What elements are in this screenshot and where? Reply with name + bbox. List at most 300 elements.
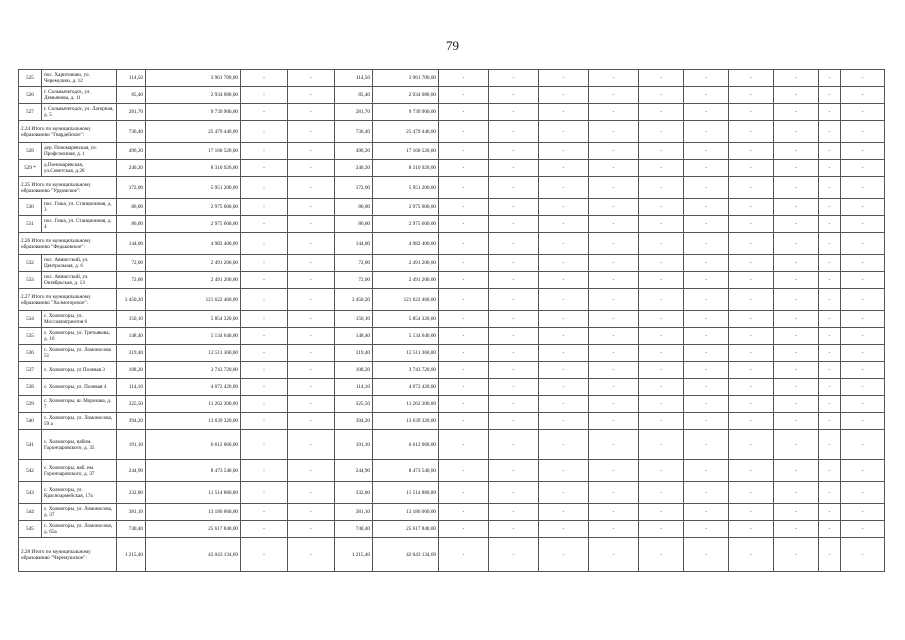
dash-cell: - <box>841 70 885 87</box>
dash-cell: - <box>539 396 589 413</box>
dash-cell: - <box>841 104 885 121</box>
dash-cell: - <box>684 177 729 199</box>
dash-cell: - <box>841 504 885 521</box>
dash-cell: - <box>589 289 639 311</box>
dash-cell: - <box>841 272 885 289</box>
cost-cell: 4 072 420,00 <box>373 379 439 396</box>
dash-cell: - <box>639 272 684 289</box>
dash-cell: - <box>589 272 639 289</box>
area-cell: 1 215,40 <box>335 538 373 572</box>
dash-cell: - <box>288 216 335 233</box>
dash-cell: - <box>684 538 729 572</box>
dash-cell: - <box>489 255 539 272</box>
dash-cell: - <box>439 121 489 143</box>
table-row <box>19 104 885 121</box>
cost-cell: 3 743 720,00 <box>146 362 241 379</box>
dash-cell: - <box>819 396 841 413</box>
area-cell: 114,10 <box>117 379 146 396</box>
row-number: 532 <box>19 255 42 272</box>
cost-cell: 8 310 920,00 <box>146 160 241 177</box>
dash-cell: - <box>684 160 729 177</box>
dash-cell: - <box>819 482 841 504</box>
dash-cell: - <box>439 328 489 345</box>
dash-cell: - <box>439 199 489 216</box>
total-label: 2.27 Итого по муниципальному образованию "Холмогорское": <box>19 289 117 311</box>
dash-cell: - <box>841 289 885 311</box>
dash-cell: - <box>819 460 841 482</box>
dash-cell: - <box>539 216 589 233</box>
area-cell: 150,10 <box>117 311 146 328</box>
area-cell: 191,10 <box>117 430 146 460</box>
dash-cell: - <box>639 233 684 255</box>
dash-cell: - <box>241 538 288 572</box>
address-cell: с. Холмогоры, наб. им. Горончаровского, д. 37 <box>42 460 117 482</box>
address-cell: г. Сольвычегодск, ул. Демьянова, д. 11 <box>42 87 117 104</box>
dash-cell: - <box>241 233 288 255</box>
dash-cell: - <box>841 538 885 572</box>
row-number: 526 <box>19 87 42 104</box>
dash-cell: - <box>819 362 841 379</box>
dash-cell: - <box>819 311 841 328</box>
address-cell: пос. Гоша, ул. Станционная, д. 4 <box>42 216 117 233</box>
dash-cell: - <box>639 504 684 521</box>
dash-cell: - <box>489 233 539 255</box>
dash-cell: - <box>684 345 729 362</box>
cost-cell: 2 975 600,00 <box>373 199 439 216</box>
row-number: 543 <box>19 482 42 504</box>
dash-cell: - <box>539 121 589 143</box>
dash-cell: - <box>589 70 639 87</box>
dash-cell: - <box>729 328 774 345</box>
dash-cell: - <box>489 482 539 504</box>
dash-cell: - <box>288 160 335 177</box>
dash-cell: - <box>841 143 885 160</box>
dash-cell: - <box>774 379 819 396</box>
dash-cell: - <box>241 413 288 430</box>
table-row <box>19 460 885 482</box>
dash-cell: - <box>539 143 589 160</box>
dash-cell: - <box>439 504 489 521</box>
dash-cell: - <box>288 413 335 430</box>
dash-cell: - <box>539 504 589 521</box>
area-cell: 281,70 <box>117 104 146 121</box>
dash-cell: - <box>589 199 639 216</box>
cost-cell: 121 622 460,00 <box>146 289 241 311</box>
row-number: 545 <box>19 521 42 538</box>
dash-cell: - <box>489 396 539 413</box>
table-row <box>19 362 885 379</box>
cost-cell: 25 479 440,00 <box>146 121 241 143</box>
address-cell: дер. Пономаревская, ул. Профсоюзная, д. 1 <box>42 143 117 160</box>
dash-cell: - <box>539 87 589 104</box>
dash-cell: - <box>841 521 885 538</box>
dash-cell: - <box>489 460 539 482</box>
dash-cell: - <box>841 362 885 379</box>
dash-cell: - <box>539 233 589 255</box>
table-row <box>19 328 885 345</box>
dash-cell: - <box>684 413 729 430</box>
dash-cell: - <box>684 255 729 272</box>
area-cell: 319,40 <box>117 345 146 362</box>
dash-cell: - <box>439 521 489 538</box>
dash-cell: - <box>489 87 539 104</box>
dash-cell: - <box>241 121 288 143</box>
dash-cell: - <box>841 233 885 255</box>
dash-cell: - <box>639 216 684 233</box>
area-cell: 325,50 <box>335 396 373 413</box>
dash-cell: - <box>639 199 684 216</box>
dash-cell: - <box>819 272 841 289</box>
dash-cell: - <box>589 160 639 177</box>
dash-cell: - <box>241 482 288 504</box>
dash-cell: - <box>589 328 639 345</box>
dash-cell: - <box>241 430 288 460</box>
dash-cell: - <box>639 413 684 430</box>
dash-cell: - <box>684 362 729 379</box>
area-cell: 244,90 <box>335 460 373 482</box>
dash-cell: - <box>489 345 539 362</box>
table-row <box>19 504 885 521</box>
area-cell: 240,20 <box>117 160 146 177</box>
dash-cell: - <box>729 104 774 121</box>
dash-cell: - <box>774 482 819 504</box>
cost-cell: 9 739 900,00 <box>146 104 241 121</box>
dash-cell: - <box>684 199 729 216</box>
dash-cell: - <box>241 289 288 311</box>
dash-cell: - <box>288 345 335 362</box>
total-label: 2.28 Итого по муниципальному образованию "Черемушское": <box>19 538 117 572</box>
dash-cell: - <box>241 216 288 233</box>
total-label: 2.24 Итого по муниципальному образованию "Гвардейское": <box>19 121 117 143</box>
dash-cell: - <box>589 104 639 121</box>
cost-cell: 3 961 700,00 <box>146 70 241 87</box>
cost-cell: 5 951 200,00 <box>146 177 241 199</box>
table-row <box>19 345 885 362</box>
dash-cell: - <box>241 504 288 521</box>
area-cell: 108,20 <box>117 362 146 379</box>
address-cell: с. Холмогоры, ул. Ломоносова, д. 65а <box>42 521 117 538</box>
cost-cell: 3 743 720,00 <box>373 362 439 379</box>
dash-cell: - <box>439 255 489 272</box>
row-number: 528 <box>19 143 42 160</box>
housing-program-table <box>18 69 885 572</box>
area-cell: 244,90 <box>117 460 146 482</box>
table-row <box>19 272 885 289</box>
area-cell: 86,00 <box>335 216 373 233</box>
dash-cell: - <box>841 160 885 177</box>
dash-cell: - <box>489 143 539 160</box>
area-cell: 172,00 <box>117 177 146 199</box>
total-label: 2.26 Итого по муниципальному образованию "Федьковское": <box>19 233 117 255</box>
cost-cell: 5 134 640,00 <box>373 328 439 345</box>
dash-cell: - <box>774 272 819 289</box>
dash-cell: - <box>819 87 841 104</box>
dash-cell: - <box>841 255 885 272</box>
cost-cell: 4 982 400,00 <box>146 233 241 255</box>
cost-cell: 2 491 200,00 <box>146 272 241 289</box>
dash-cell: - <box>819 104 841 121</box>
dash-cell: - <box>241 362 288 379</box>
address-cell: пос. Харитоново, ул. Черемушки, д. 12 <box>42 70 117 87</box>
dash-cell: - <box>539 104 589 121</box>
dash-cell: - <box>774 396 819 413</box>
area-cell: 496,20 <box>117 143 146 160</box>
dash-cell: - <box>288 396 335 413</box>
dash-cell: - <box>539 538 589 572</box>
area-cell: 394,20 <box>117 413 146 430</box>
dash-cell: - <box>589 430 639 460</box>
dash-cell: - <box>589 460 639 482</box>
address-cell: пос. Авнюгский, ул. Октябрьская, д. 13 <box>42 272 117 289</box>
table-row <box>19 482 885 504</box>
dash-cell: - <box>684 216 729 233</box>
dash-cell: - <box>589 538 639 572</box>
address-cell: д.Пономаревская, ул.Советская, д.26 <box>42 160 117 177</box>
area-cell: 148,40 <box>335 328 373 345</box>
dash-cell: - <box>684 328 729 345</box>
dash-cell: - <box>841 87 885 104</box>
dash-cell: - <box>729 87 774 104</box>
area-cell: 381,10 <box>117 504 146 521</box>
dash-cell: - <box>819 216 841 233</box>
dash-cell: - <box>241 255 288 272</box>
cost-cell: 2 975 600,00 <box>373 216 439 233</box>
row-number: 542 <box>19 460 42 482</box>
total-row <box>19 177 885 199</box>
dash-cell: - <box>288 504 335 521</box>
dash-cell: - <box>819 504 841 521</box>
dash-cell: - <box>288 521 335 538</box>
cost-cell: 12 511 360,00 <box>373 345 439 362</box>
row-number: 534 <box>19 311 42 328</box>
cost-cell: 17 168 520,00 <box>146 143 241 160</box>
table-row <box>19 379 885 396</box>
dash-cell: - <box>819 199 841 216</box>
cost-cell: 11 262 300,00 <box>373 396 439 413</box>
address-cell: пос. Гоша, ул. Станционная, д. 3 <box>42 199 117 216</box>
dash-cell: - <box>819 430 841 460</box>
row-number: 529 * <box>19 160 42 177</box>
dash-cell: - <box>539 199 589 216</box>
dash-cell: - <box>241 177 288 199</box>
row-number: 535 <box>19 328 42 345</box>
dash-cell: - <box>288 289 335 311</box>
dash-cell: - <box>539 345 589 362</box>
address-cell: с. Холмогоры, ул. Красноармейская, 17а <box>42 482 117 504</box>
dash-cell: - <box>489 521 539 538</box>
dash-cell: - <box>439 233 489 255</box>
dash-cell: - <box>288 121 335 143</box>
dash-cell: - <box>729 216 774 233</box>
dash-cell: - <box>819 379 841 396</box>
dash-cell: - <box>439 311 489 328</box>
cost-cell: 6 612 060,00 <box>146 430 241 460</box>
area-cell: 144,00 <box>335 233 373 255</box>
dash-cell: - <box>639 143 684 160</box>
dash-cell: - <box>774 233 819 255</box>
row-number: 536 <box>19 345 42 362</box>
cost-cell: 17 168 520,00 <box>373 143 439 160</box>
cost-cell: 25 617 840,00 <box>373 521 439 538</box>
dash-cell: - <box>841 396 885 413</box>
dash-cell: - <box>489 199 539 216</box>
area-cell: 72,00 <box>117 272 146 289</box>
area-cell: 740,40 <box>117 521 146 538</box>
dash-cell: - <box>729 199 774 216</box>
area-cell: 85,40 <box>335 87 373 104</box>
dash-cell: - <box>439 362 489 379</box>
dash-cell: - <box>639 379 684 396</box>
dash-cell: - <box>241 328 288 345</box>
table-row <box>19 430 885 460</box>
dash-cell: - <box>539 430 589 460</box>
dash-cell: - <box>288 430 335 460</box>
dash-cell: - <box>589 177 639 199</box>
area-cell: 332,80 <box>335 482 373 504</box>
dash-cell: - <box>729 430 774 460</box>
dash-cell: - <box>774 345 819 362</box>
area-cell: 332,80 <box>117 482 146 504</box>
dash-cell: - <box>539 311 589 328</box>
dash-cell: - <box>489 70 539 87</box>
cost-cell: 2 975 600,00 <box>146 216 241 233</box>
cost-cell: 13 186 060,00 <box>146 504 241 521</box>
dash-cell: - <box>639 87 684 104</box>
dash-cell: - <box>684 143 729 160</box>
dash-cell: - <box>589 521 639 538</box>
dash-cell: - <box>539 70 589 87</box>
dash-cell: - <box>819 143 841 160</box>
dash-cell: - <box>639 104 684 121</box>
row-number: 541 <box>19 430 42 460</box>
dash-cell: - <box>241 87 288 104</box>
dash-cell: - <box>489 413 539 430</box>
row-number: 531 <box>19 216 42 233</box>
dash-cell: - <box>589 504 639 521</box>
dash-cell: - <box>819 255 841 272</box>
dash-cell: - <box>489 362 539 379</box>
area-cell: 150,10 <box>335 311 373 328</box>
dash-cell: - <box>539 328 589 345</box>
dash-cell: - <box>489 504 539 521</box>
cost-cell: 13 186 060,00 <box>373 504 439 521</box>
dash-cell: - <box>774 70 819 87</box>
dash-cell: - <box>439 272 489 289</box>
dash-cell: - <box>539 362 589 379</box>
dash-cell: - <box>684 430 729 460</box>
dash-cell: - <box>288 199 335 216</box>
cost-cell: 4 982 400,00 <box>373 233 439 255</box>
dash-cell: - <box>729 289 774 311</box>
dash-cell: - <box>639 362 684 379</box>
dash-cell: - <box>639 396 684 413</box>
dash-cell: - <box>539 482 589 504</box>
dash-cell: - <box>639 482 684 504</box>
address-cell: с. Холмогоры, ул. Ломоносова, 59 а <box>42 413 117 430</box>
dash-cell: - <box>489 121 539 143</box>
dash-cell: - <box>841 430 885 460</box>
dash-cell: - <box>241 311 288 328</box>
dash-cell: - <box>841 413 885 430</box>
dash-cell: - <box>288 311 335 328</box>
dash-cell: - <box>288 482 335 504</box>
area-cell: 325,50 <box>117 396 146 413</box>
cost-cell: 2 975 600,00 <box>146 199 241 216</box>
dash-cell: - <box>729 379 774 396</box>
dash-cell: - <box>241 396 288 413</box>
area-cell: 3 450,20 <box>335 289 373 311</box>
area-cell: 144,00 <box>117 233 146 255</box>
dash-cell: - <box>439 413 489 430</box>
dash-cell: - <box>774 177 819 199</box>
dash-cell: - <box>489 160 539 177</box>
dash-cell: - <box>684 482 729 504</box>
dash-cell: - <box>589 87 639 104</box>
dash-cell: - <box>819 521 841 538</box>
dash-cell: - <box>489 328 539 345</box>
dash-cell: - <box>539 413 589 430</box>
dash-cell: - <box>729 345 774 362</box>
dash-cell: - <box>729 233 774 255</box>
dash-cell: - <box>774 328 819 345</box>
area-cell: 1 215,40 <box>117 538 146 572</box>
area-cell: 108,20 <box>335 362 373 379</box>
area-cell: 72,00 <box>335 255 373 272</box>
dash-cell: - <box>684 289 729 311</box>
dash-cell: - <box>439 482 489 504</box>
dash-cell: - <box>288 255 335 272</box>
table-row <box>19 160 885 177</box>
dash-cell: - <box>729 538 774 572</box>
dash-cell: - <box>684 87 729 104</box>
cost-cell: 2 491 200,00 <box>373 255 439 272</box>
dash-cell: - <box>639 70 684 87</box>
dash-cell: - <box>729 143 774 160</box>
dash-cell: - <box>774 460 819 482</box>
cost-cell: 11 514 880,00 <box>373 482 439 504</box>
page-number: 79 <box>446 38 459 53</box>
dash-cell: - <box>288 328 335 345</box>
dash-cell: - <box>841 379 885 396</box>
dash-cell: - <box>439 289 489 311</box>
dash-cell: - <box>288 362 335 379</box>
total-row <box>19 121 885 143</box>
address-cell: г. Сольвычегодск, ул. Лагерная, д. 5 <box>42 104 117 121</box>
cost-cell: 4 072 420,00 <box>146 379 241 396</box>
dash-cell: - <box>589 482 639 504</box>
area-cell: 736,40 <box>117 121 146 143</box>
cost-cell: 2 934 080,00 <box>373 87 439 104</box>
dash-cell: - <box>841 328 885 345</box>
table-row <box>19 311 885 328</box>
dash-cell: - <box>684 379 729 396</box>
dash-cell: - <box>639 430 684 460</box>
dash-cell: - <box>439 216 489 233</box>
dash-cell: - <box>774 255 819 272</box>
table-row <box>19 199 885 216</box>
dash-cell: - <box>439 379 489 396</box>
cost-cell: 13 639 320,00 <box>373 413 439 430</box>
dash-cell: - <box>819 413 841 430</box>
area-cell: 281,70 <box>335 104 373 121</box>
area-cell: 319,40 <box>335 345 373 362</box>
address-cell: с. Холмогоры, набим. Горончаровского, д. 35 <box>42 430 117 460</box>
dash-cell: - <box>684 233 729 255</box>
dash-cell: - <box>589 345 639 362</box>
dash-cell: - <box>288 272 335 289</box>
dash-cell: - <box>539 460 589 482</box>
dash-cell: - <box>489 289 539 311</box>
